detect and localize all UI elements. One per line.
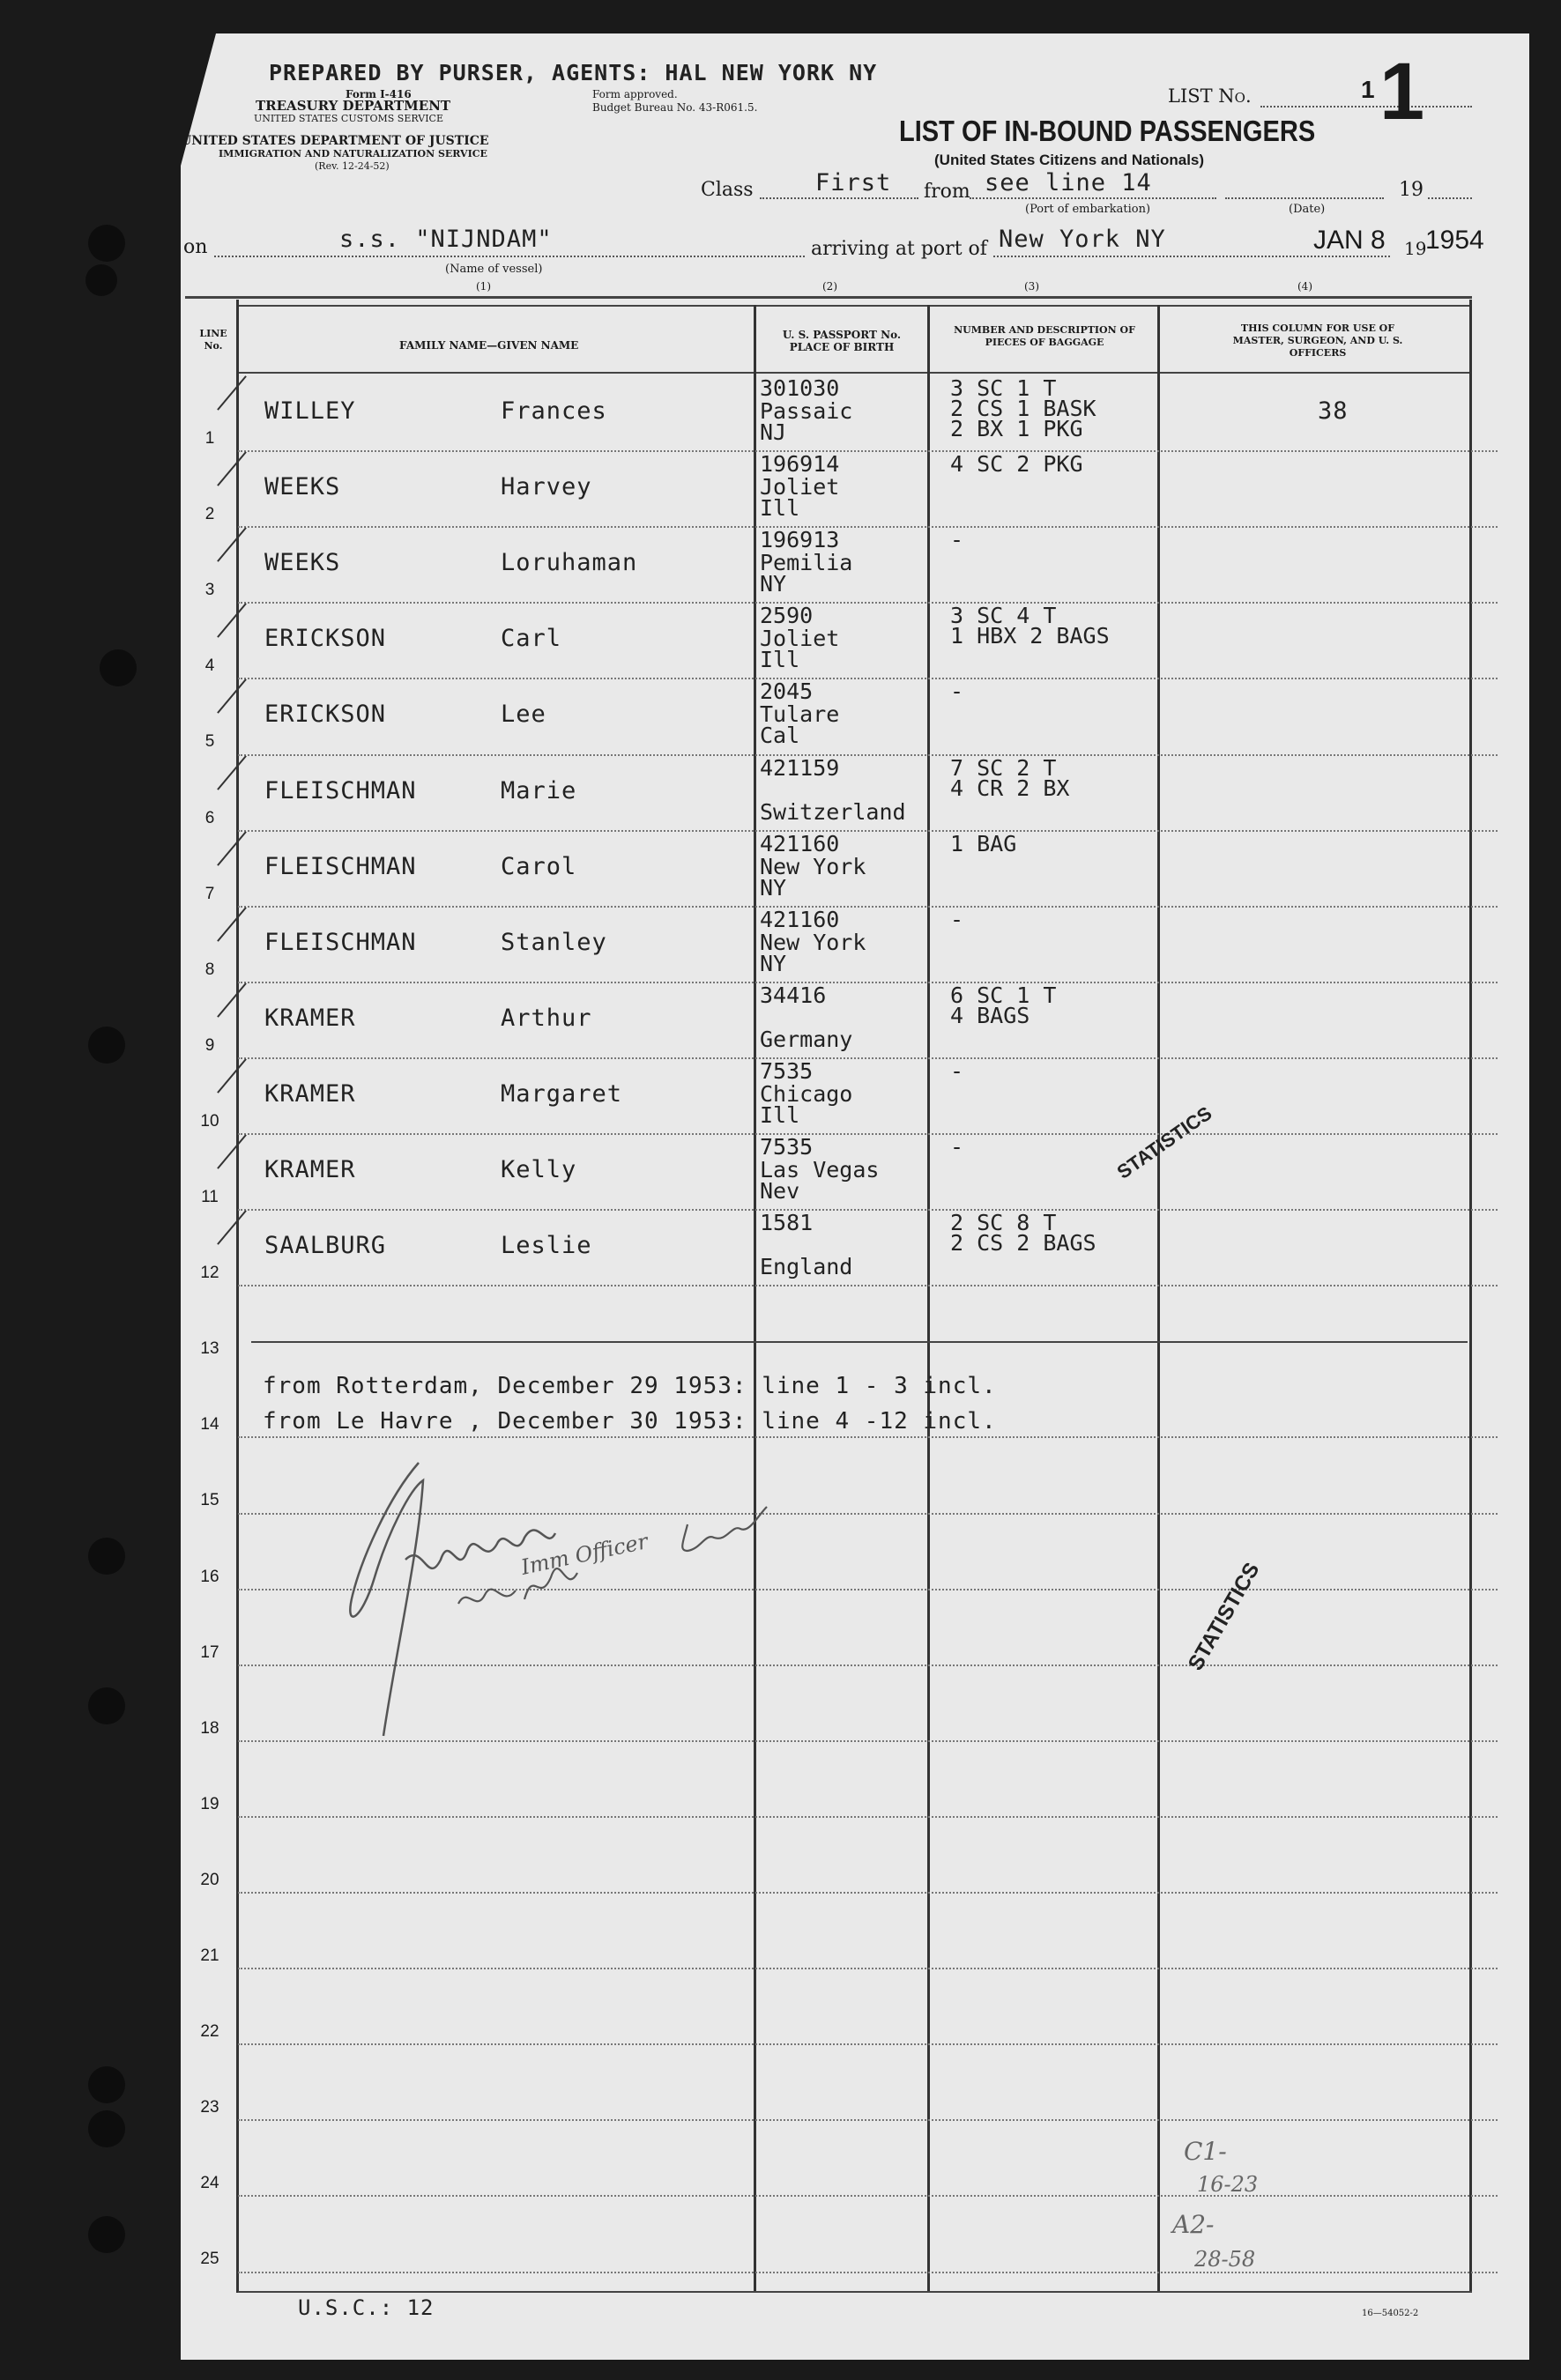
family-name: WEEKS <box>264 549 341 577</box>
col-header-officers: THIS COLUMN FOR USE OF MASTER, SURGEON, AND U. S. OFFICERS <box>1232 323 1403 359</box>
baggage-line-1: 2 SC 8 T <box>950 1210 1057 1236</box>
from-label: from <box>924 181 970 203</box>
family-name: FLEISCHMAN <box>264 776 417 804</box>
ins-service: IMMIGRATION AND NATURALIZATION SERVICE <box>219 148 487 159</box>
line-number: 5 <box>204 732 215 752</box>
birth-place-1: New York <box>760 853 866 879</box>
notes-divider <box>251 1341 1468 1343</box>
given-name: Harvey <box>501 473 592 501</box>
table-top-border <box>185 296 1472 299</box>
row-rule <box>238 1436 1498 1438</box>
punch-hole <box>88 2066 125 2103</box>
vessel-dots <box>214 256 805 257</box>
vessel-value: s.s. "NIJNDAM" <box>339 226 553 253</box>
form-number: Form I-416 <box>346 88 412 100</box>
family-name: KRAMER <box>264 1079 356 1108</box>
passport-number: 196913 <box>760 527 840 553</box>
line-number: 13 <box>200 1339 219 1359</box>
arriving-label: arriving at port of <box>811 238 987 260</box>
table-top-border-2 <box>238 305 1472 307</box>
class-dots <box>760 197 918 199</box>
family-name: WEEKS <box>264 473 341 501</box>
birth-place-1: Pemilia <box>760 550 853 576</box>
list-no-label: LIST No. <box>1168 85 1252 107</box>
list-no-dots <box>1260 106 1472 108</box>
birth-place-2: Ill <box>760 1101 800 1128</box>
birth-place-1: Las Vegas <box>760 1157 880 1183</box>
form-approved: Form approved. <box>592 88 678 100</box>
birth-place-2: NY <box>760 571 787 597</box>
col-num-2: (2) <box>822 280 837 293</box>
customs-service: UNITED STATES CUSTOMS SERVICE <box>254 113 443 124</box>
line-number: 8 <box>204 960 215 979</box>
passport-number: 34416 <box>760 982 827 1008</box>
line-number: 22 <box>200 2022 219 2042</box>
row-rule <box>238 2043 1498 2045</box>
list-no-small: 1 <box>1361 76 1375 103</box>
treasury-dept: TREASURY DEPARTMENT <box>256 98 451 114</box>
print-code: 16—54052-2 <box>1362 2309 1419 2318</box>
given-name: Marie <box>501 776 577 804</box>
family-name: FLEISCHMAN <box>264 928 417 956</box>
baggage-line-1: 4 SC 2 PKG <box>950 451 1083 478</box>
class-value: First <box>815 169 892 196</box>
header-bottom-border <box>238 372 1472 374</box>
table-bottom-border <box>238 2291 1472 2293</box>
given-name: Loruhaman <box>501 549 638 577</box>
punch-hole <box>88 2216 125 2253</box>
list-no-value: 1 <box>1379 47 1425 137</box>
row-rule <box>238 1133 1498 1135</box>
year-prefix: 19 <box>1399 179 1423 201</box>
passport-number: 7535 <box>760 1134 814 1160</box>
prepared-by: PREPARED BY PURSER, AGENTS: HAL NEW YORK NY <box>269 60 878 85</box>
punch-hole <box>88 1687 125 1724</box>
vessel-caption: (Name of vessel) <box>445 263 543 276</box>
row-rule <box>238 2272 1498 2273</box>
document-page <box>181 33 1529 2360</box>
statistics-stamp-2: STATISTICS <box>1183 1558 1265 1675</box>
pencil-note-c1: C1- <box>1184 2137 1227 2166</box>
row-rule <box>238 678 1498 679</box>
birth-place-2: Ill <box>760 495 800 522</box>
punch-hole <box>88 2110 125 2147</box>
port-dots <box>993 256 1390 257</box>
table-right-border <box>1469 300 1472 2293</box>
baggage-line-1: - <box>950 906 964 932</box>
row-rule <box>238 1892 1498 1894</box>
birth-place-1: Chicago <box>760 1080 853 1107</box>
col-header-name: FAMILY NAME—GIVEN NAME <box>399 339 579 352</box>
baggage-line-1: 7 SC 2 T <box>950 754 1057 781</box>
col-header-line: LINE No. <box>199 328 227 352</box>
family-name: ERICKSON <box>264 701 387 729</box>
given-name: Stanley <box>501 928 607 956</box>
punch-hole <box>88 1027 125 1064</box>
from-value: see line 14 <box>985 169 1152 196</box>
birth-place-2: Switzerland <box>760 798 906 825</box>
passport-number: 421160 <box>760 906 840 932</box>
passport-number: 2590 <box>760 603 814 629</box>
punch-hole <box>85 264 117 296</box>
col-num-4: (4) <box>1297 280 1312 293</box>
port-value: New York NY <box>999 226 1166 253</box>
birth-place-1: Passaic <box>760 398 853 424</box>
row-rule <box>238 982 1498 983</box>
line-number: 7 <box>204 884 215 903</box>
baggage-line-1: 3 SC 1 T <box>950 375 1057 401</box>
date-dots <box>1225 197 1384 199</box>
family-name: FLEISCHMAN <box>264 852 417 880</box>
arrival-year-prefix: 19 <box>1404 238 1427 259</box>
row-rule <box>238 1816 1498 1818</box>
col-num-3: (3) <box>1024 280 1039 293</box>
line-number: 15 <box>200 1491 219 1510</box>
row-rule <box>238 450 1498 452</box>
line-number: 4 <box>204 656 215 676</box>
birth-place-1: Tulare <box>760 701 840 728</box>
line-number: 23 <box>200 2098 219 2117</box>
baggage-line-2: 2 CS 1 BASK <box>950 396 1096 421</box>
row-rule <box>238 1968 1498 1969</box>
line-number: 6 <box>204 808 215 827</box>
baggage-line-2: 4 CR 2 BX <box>950 775 1070 801</box>
family-name: ERICKSON <box>264 625 387 653</box>
passport-number: 196914 <box>760 451 840 478</box>
given-name: Margaret <box>501 1079 623 1108</box>
given-name: Frances <box>501 397 607 425</box>
birth-place-2: England <box>760 1254 853 1280</box>
row-rule <box>238 602 1498 604</box>
note-rotterdam: from Rotterdam, December 29 1953: line 1 - 3 incl. <box>263 1373 997 1399</box>
pencil-note-28-58: 28-58 <box>1194 2247 1256 2272</box>
baggage-line-1: 1 BAG <box>950 830 1017 856</box>
arrival-date-stamp: JAN 8 <box>1313 226 1386 255</box>
class-label: Class <box>701 179 754 201</box>
passport-number: 301030 <box>760 375 840 401</box>
line-number: 1 <box>204 429 215 448</box>
baggage-line-1: - <box>950 1134 964 1160</box>
passport-number: 421160 <box>760 830 840 856</box>
row-rule <box>238 526 1498 528</box>
line-number: 17 <box>200 1642 219 1662</box>
birth-place-2: Germany <box>760 1026 853 1052</box>
line-number: 11 <box>201 1188 219 1206</box>
line-number: 2 <box>204 505 215 524</box>
passport-number: 421159 <box>760 754 840 781</box>
family-name: KRAMER <box>264 1156 356 1183</box>
line-number: 25 <box>200 2250 219 2269</box>
baggage-line-2: 1 HBX 2 BAGS <box>950 623 1110 649</box>
line-number: 20 <box>200 1870 219 1889</box>
pencil-note-16-23: 16-23 <box>1197 2172 1259 2197</box>
form-subtitle: (United States Citizens and Nationals) <box>934 152 1205 168</box>
row-rule <box>238 830 1498 832</box>
year-dots <box>1428 197 1472 199</box>
line-number: 14 <box>200 1415 219 1435</box>
punch-hole <box>100 649 137 686</box>
baggage-line-1: 6 SC 1 T <box>950 982 1057 1008</box>
baggage-line-2: 4 BAGS <box>950 1002 1030 1028</box>
line-number: 24 <box>200 2174 219 2193</box>
line-col-divider <box>236 300 239 2293</box>
line-number: 19 <box>200 1794 219 1813</box>
baggage-line-2: 2 CS 2 BAGS <box>950 1230 1096 1257</box>
baggage-line-1: - <box>950 678 964 705</box>
baggage-line-1: - <box>950 527 964 553</box>
note-le-havre: from Le Havre , December 30 1953: line 4 -12 incl. <box>263 1408 997 1435</box>
given-name: Carol <box>501 852 577 880</box>
revision: (Rev. 12-24-52) <box>315 160 390 172</box>
col-num-1: (1) <box>476 280 491 293</box>
family-name: KRAMER <box>264 1004 356 1032</box>
officer-note: 38 <box>1318 397 1349 425</box>
signature-caption: Imm Officer <box>518 1529 650 1580</box>
birth-place-1: New York <box>760 929 866 955</box>
given-name: Carl <box>501 625 562 653</box>
birth-place-2: Cal <box>760 723 800 749</box>
passport-number: 2045 <box>760 678 814 705</box>
col-header-baggage: NUMBER AND DESCRIPTION OF PIECES OF BAGGAGE <box>954 324 1135 348</box>
pencil-note-a2: A2- <box>1172 2210 1215 2239</box>
form-title: LIST OF IN-BOUND PASSENGERS <box>899 115 1316 147</box>
usc-count: U.S.C.: 12 <box>298 2295 435 2320</box>
officer-signature <box>335 1445 829 1753</box>
punch-hole <box>88 225 125 262</box>
row-rule <box>238 1057 1498 1059</box>
col-header-passport: U. S. PASSPORT No. PLACE OF BIRTH <box>782 329 902 353</box>
from-dots <box>970 197 1216 199</box>
birth-place-1: Joliet <box>760 626 840 652</box>
given-name: Lee <box>501 701 546 729</box>
statistics-stamp-1: STATISTICS <box>1112 1101 1216 1183</box>
row-rule <box>238 906 1498 908</box>
given-name: Kelly <box>501 1156 577 1183</box>
date-caption: (Date) <box>1289 203 1326 216</box>
row-rule <box>238 1285 1498 1286</box>
birth-place-2: NY <box>760 950 787 976</box>
passport-number: 1581 <box>760 1210 814 1236</box>
justice-dept: UNITED STATES DEPARTMENT OF JUSTICE <box>181 134 489 148</box>
on-label: on <box>183 236 208 258</box>
baggage-line-1: - <box>950 1057 964 1084</box>
line-number: 3 <box>204 581 215 600</box>
baggage-line-3: 2 BX 1 PKG <box>950 416 1083 441</box>
birth-place-2: Nev <box>760 1178 800 1204</box>
family-name: SAALBURG <box>264 1232 387 1260</box>
passport-number: 7535 <box>760 1057 814 1084</box>
birth-place-2: NJ <box>760 419 787 445</box>
row-rule <box>238 2119 1498 2121</box>
family-name: WILLEY <box>264 397 356 425</box>
birth-place-2: Ill <box>760 647 800 673</box>
birth-place-2: NY <box>760 874 787 901</box>
line-number: 18 <box>200 1718 219 1738</box>
port-embarkation-caption: (Port of embarkation) <box>1025 203 1151 216</box>
row-rule <box>238 2195 1498 2197</box>
row-rule <box>238 754 1498 756</box>
line-number: 12 <box>200 1264 219 1283</box>
given-name: Leslie <box>501 1232 592 1260</box>
baggage-line-1: 3 SC 4 T <box>950 603 1057 629</box>
line-number: 16 <box>200 1567 219 1586</box>
birth-place-1: Joliet <box>760 474 840 500</box>
line-number: 21 <box>200 1946 219 1965</box>
line-number: 10 <box>200 1111 219 1131</box>
row-rule <box>238 1209 1498 1211</box>
given-name: Arthur <box>501 1004 592 1032</box>
line-number: 9 <box>204 1035 215 1055</box>
arrival-year: 1954 <box>1425 226 1484 255</box>
budget-bureau: Budget Bureau No. 43-R061.5. <box>592 101 758 114</box>
punch-hole <box>88 1538 125 1575</box>
